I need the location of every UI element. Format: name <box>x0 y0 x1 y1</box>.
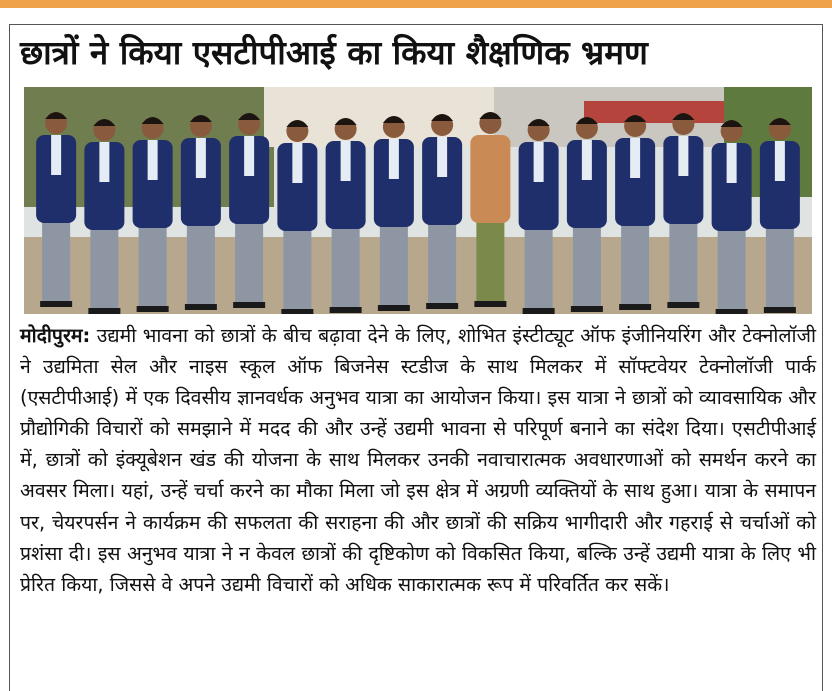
person-figure <box>712 120 752 314</box>
person-figure <box>326 118 366 313</box>
group-photo-illustration <box>24 87 812 314</box>
person-figure <box>277 120 317 314</box>
person-figure <box>615 115 655 310</box>
person-figure <box>422 114 462 309</box>
article-body <box>20 320 816 600</box>
person-figure <box>181 115 221 310</box>
person-figure <box>567 117 607 312</box>
person-figure <box>663 113 703 308</box>
person-figure <box>470 112 510 307</box>
person-figure <box>36 112 76 307</box>
article-text: उद्यमी भावना को छात्रों के बीच बढ़ावा देने के लिए, शोभित इंस्टीट्यूट ऑफ इंजीनियरिंग और टेक्नोलॉजी ने उद्यमिता सेल और नाइस स्कूल ऑफ बिजनेस स्टडीज के साथ मिलकर में सॉफ्टवेयर टेक्नोलॉजी पार्क (एसटीपीआई) में एक दिवसीय ज्ञानवर्धक अनुभव यात्रा का आयोजन किया। इस यात्रा ने छात्रों को व्यावसायिक और प्रौद्योगिकी विचारों को समझाने में मदद की और उन्हें उद्यमी भावना से परिपूर्ण बनाने का संदेश दिया। एसटीपीआई में, छात्रों को इंक्यूबेशन खंड की योजना के साथ मिलकर उनकी नवाचारात्मक अवधारणाओं को समर्थन करने का अवसर मिला। यहां, उन्हें चर्चा करने का मौका मिला जो इस क्षेत्र में अग्रणी व्यक्तियों के साथ हुआ। यात्रा के समापन पर, चेयरपर्सन ने कार्यक्रम की सफलता की सराहना की और छात्रों की सक्रिय भागीदारी और गहराई से चर्चाओं को प्रशंसा दी। इस अनुभव यात्रा ने न केवल छात्रों की दृष्टिकोण को विकसित किया, बल्कि उन्हें उद्यमी यात्रा के लिए भी प्रेरित किया, जिससे वे अपने उद्यमी विचारों को अधिक साकारात्मक रूप में परिवर्तित कर सकें। <box>20 324 816 596</box>
person-figure <box>760 118 800 313</box>
person-figure <box>133 117 173 312</box>
top-accent-rule <box>0 0 832 8</box>
person-figure <box>84 119 124 314</box>
person-figure <box>519 119 559 314</box>
article-headline: छात्रों ने किया एसटीपीआई का किया शैक्षणिक भ्रमण <box>20 33 648 72</box>
group-photo <box>24 87 812 314</box>
article-dateline: मोदीपुरम: <box>20 324 91 347</box>
person-figure <box>374 116 414 311</box>
person-figure <box>229 113 269 308</box>
